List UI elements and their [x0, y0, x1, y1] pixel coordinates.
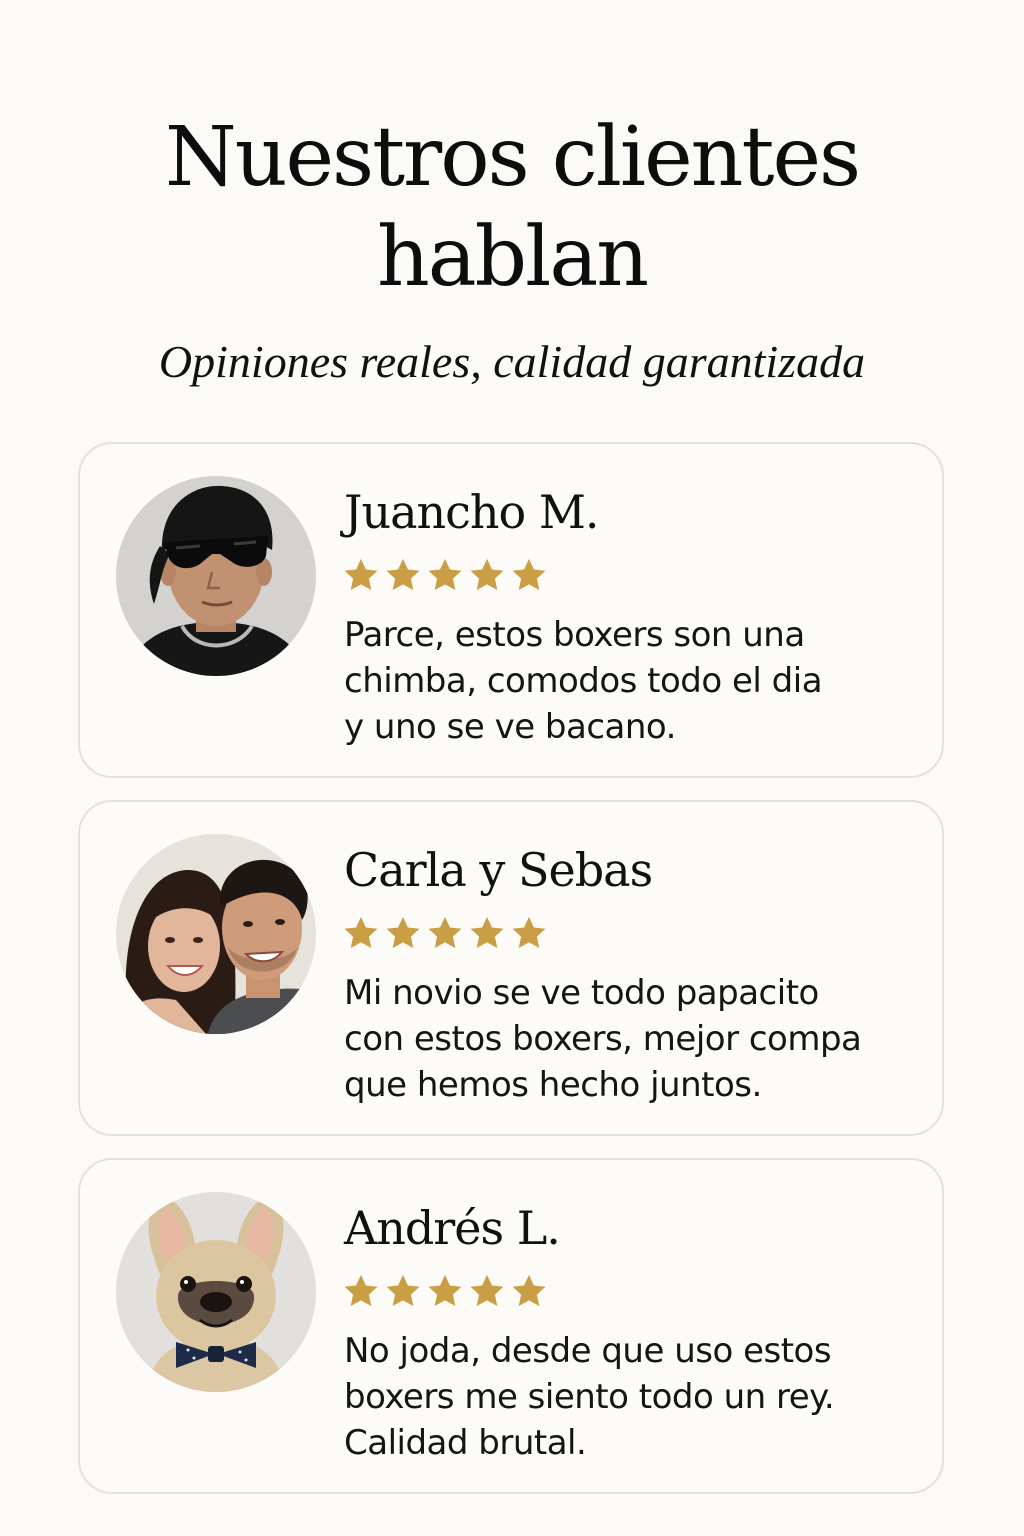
review-text-line: Calidad brutal.: [344, 1423, 587, 1463]
review-text-line: chimba, comodos todo el dia: [344, 661, 823, 701]
review-card-juancho: [78, 442, 944, 778]
star-icon: [342, 556, 380, 594]
page-subtitle: Opiniones reales, calidad garantizada: [158, 336, 866, 387]
review-text-line: No joda, desde que uso estos: [344, 1331, 832, 1371]
review-text: [344, 970, 924, 1108]
star-icon: [384, 556, 422, 594]
french-bulldog-bowtie-avatar-icon: [116, 1192, 316, 1392]
header: [0, 108, 1024, 390]
couple-avatar-icon: [116, 834, 316, 1034]
review-text-line: con estos boxers, mejor compa: [344, 1019, 862, 1059]
review-text: [344, 1328, 924, 1466]
star-icon: [426, 914, 464, 952]
star-icon: [468, 914, 506, 952]
star-icon: [468, 1272, 506, 1310]
page-title-line-1: Nuestros clientes: [164, 110, 860, 205]
star-icon: [342, 914, 380, 952]
star-icon: [426, 1272, 464, 1310]
reviewer-name: Carla y Sebas: [344, 843, 653, 897]
star-rating: [342, 914, 548, 954]
review-card-carla-sebas: [78, 800, 944, 1136]
review-text: [344, 612, 924, 750]
review-text-line: que hemos hecho juntos.: [344, 1065, 762, 1105]
star-icon: [510, 914, 548, 952]
star-rating: [342, 1272, 548, 1312]
review-text-line: boxers me siento todo un rey.: [344, 1377, 835, 1417]
reviewer-name: Juancho M.: [344, 485, 599, 539]
star-icon: [342, 1272, 380, 1310]
review-text-line: y uno se ve bacano.: [344, 707, 676, 747]
page-title-line-2: hablan: [376, 210, 648, 305]
star-icon: [384, 914, 422, 952]
star-icon: [510, 1272, 548, 1310]
star-rating: [342, 556, 548, 596]
page-title: [132, 108, 892, 308]
star-icon: [384, 1272, 422, 1310]
reviewer-name: Andrés L.: [344, 1201, 560, 1255]
star-icon: [426, 556, 464, 594]
star-icon: [468, 556, 506, 594]
star-icon: [510, 556, 548, 594]
review-card-andres: [78, 1158, 944, 1494]
review-text-line: Parce, estos boxers son una: [344, 615, 805, 655]
review-text-line: Mi novio se ve todo papacito: [344, 973, 819, 1013]
man-cap-sunglasses-avatar-icon: [116, 476, 316, 676]
